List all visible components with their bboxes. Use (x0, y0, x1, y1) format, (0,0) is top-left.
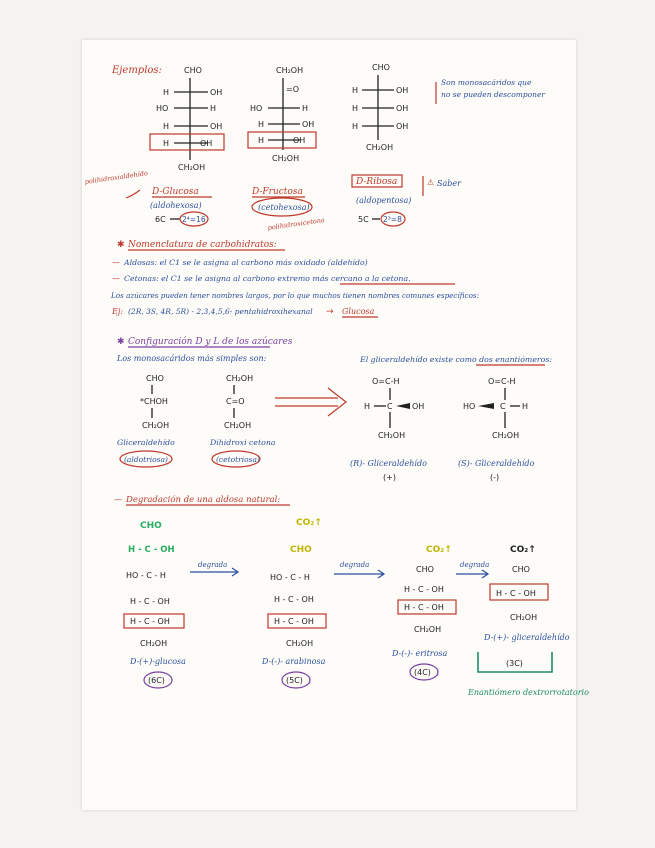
ribose-h1: H (352, 86, 359, 95)
glyceraldehyde-step-name: D-(+)- gliceraldehído (484, 633, 570, 642)
enantiomers-note: El gliceraldehído existe como dos enantiómeros: (360, 355, 552, 364)
glucose-isomers: 2⁴=16 (182, 215, 206, 224)
nomenclature-example-result: Glucosa (342, 307, 375, 316)
fructose-class: (cetohexosa) (258, 203, 310, 212)
svg-text:CH₂OH: CH₂OH (510, 613, 538, 622)
asterisk-icon: ✱ (117, 240, 125, 250)
degradation-heading: Degradación de una aldosa natural: (126, 495, 281, 505)
svg-text:—: — (112, 258, 120, 267)
svg-text:C=O: C=O (226, 397, 245, 406)
svg-text:—: — (114, 495, 122, 504)
svg-text:(4C): (4C) (414, 668, 431, 677)
s-glyceraldehyde-sign: (-) (490, 473, 500, 482)
glucose-oh4: OH (200, 139, 213, 148)
degrade-arrow-2 (334, 570, 384, 578)
r-glyceraldehyde-structure (364, 377, 424, 440)
svg-text:H - C - OH: H - C - OH (274, 617, 314, 626)
svg-text:CH₂OH: CH₂OH (224, 421, 252, 430)
svg-text:H: H (522, 402, 529, 411)
r-glyceraldehyde-sign: (+) (383, 473, 396, 482)
svg-text:CHO: CHO (512, 565, 530, 574)
svg-text:OH: OH (412, 402, 425, 411)
glucose-oh1: OH (210, 88, 223, 97)
nomenclature-example: (2R, 3S, 4R, 5R) - 2,3,4,5,6- pentahidroxihexanal (128, 307, 313, 316)
svg-text:CHO: CHO (416, 565, 434, 574)
glyceraldehyde-class: (aldotriosa) (124, 455, 168, 464)
glucose-h3: H (163, 122, 170, 131)
fructose-fischer (248, 66, 316, 163)
svg-text:(3C): (3C) (506, 659, 523, 668)
svg-text:CH₂OH: CH₂OH (226, 374, 254, 383)
svg-text:CH₂OH: CH₂OH (414, 625, 442, 634)
long-names-note: Los azúcares pueden tener nombres largos, por lo que muchos tienen nombres comunes específicos: (111, 291, 480, 300)
big-arrow (275, 388, 346, 416)
examples-label: Ejemplos: (112, 65, 162, 76)
degrade-arrow-label-2: degrada (340, 561, 370, 569)
svg-text:*CHOH: *CHOH (140, 397, 168, 406)
fructose-bottom: CH₂OH (272, 154, 300, 163)
ribose-bottom: CH₂OH (366, 143, 394, 152)
svg-text:CHO: CHO (140, 521, 162, 531)
final-note: Enantiómero dextrorrotatorio (468, 688, 589, 697)
svg-text:HO - C - H: HO - C - H (270, 573, 310, 582)
svg-text:—: — (112, 274, 120, 283)
glucose-h2: H (210, 104, 217, 113)
glucose-name: D-Glucosa (152, 187, 199, 197)
glucose-oh3: OH (210, 122, 223, 131)
degradation-step-glucose (124, 521, 184, 648)
glyceraldehyde-fischer (140, 374, 169, 430)
aldosas-rule: Aldosas: el C1 se le asigna al carbono más oxidado (aldehído) (124, 258, 368, 267)
glucose-carbons: 6C (155, 215, 166, 224)
svg-text:H - C - OH: H - C - OH (496, 589, 536, 598)
ribose-h2: H (352, 104, 359, 113)
glyceraldehyde-name: Gliceraldehído (117, 438, 175, 447)
svg-text:H - C - OH: H - C - OH (274, 595, 314, 604)
svg-text:O=C-H: O=C-H (488, 377, 516, 386)
svg-text:O=C-H: O=C-H (372, 377, 400, 386)
saber-icon: ⚠ (427, 178, 435, 187)
dihydroxyacetone-class: (cetotriosa) (216, 455, 260, 464)
ribose-oh2: OH (396, 104, 409, 113)
glucose-bottom: CH₂OH (178, 163, 206, 172)
svg-text:H: H (364, 402, 371, 411)
degradation-step-arabinose (268, 545, 326, 648)
degrade-arrow-label-1: degrada (198, 561, 228, 569)
fructose-h: H (302, 104, 309, 113)
ribose-oh1: OH (396, 86, 409, 95)
arabinose-step-name: D-(-)- arabinosa (262, 657, 326, 666)
glucose-top: CHO (184, 66, 202, 75)
dihydroxyacetone-fischer (224, 374, 253, 430)
ribose-oh3: OH (396, 122, 409, 131)
fructose-oh3: OH (293, 136, 306, 145)
degradation-step-glyceraldehyde (490, 565, 548, 622)
glucose-class: (aldohexosa) (150, 201, 202, 210)
ribose-isomers: 2³=8 (383, 215, 402, 224)
side-note-line1: Son monosacáridos que (441, 78, 532, 87)
glucose-h1: H (163, 88, 170, 97)
co2-label-2: CO₂↑ (426, 545, 452, 555)
ribose-fischer (352, 63, 408, 152)
degrade-arrow-3 (456, 570, 488, 578)
svg-text:H - C - OH: H - C - OH (404, 603, 444, 612)
glucose-note-arrow (126, 190, 140, 198)
svg-text:→: → (326, 307, 334, 317)
svg-text:H - C - OH: H - C - OH (130, 597, 170, 606)
fructose-h3: H (258, 136, 265, 145)
svg-text:C: C (387, 402, 393, 411)
fructose-carbonyl: =O (286, 85, 299, 94)
glucose-ho2: HO (156, 104, 169, 113)
svg-text:Ej:: Ej: (112, 307, 124, 316)
fructose-ho: HO (250, 104, 263, 113)
glucose-note: polihidroxialdehído (84, 169, 149, 186)
fructose-top: CH₂OH (276, 66, 304, 75)
glucose-h4: H (163, 139, 170, 148)
ribose-class: (aldopentosa) (356, 196, 412, 205)
svg-text:C: C (500, 402, 506, 411)
ribose-top: CHO (372, 63, 390, 72)
r-glyceraldehyde-name: (R)- Gliceraldehído (350, 459, 427, 468)
s-glyceraldehyde-name: (S)- Gliceraldehído (458, 459, 535, 468)
saber-label: Saber (437, 179, 461, 188)
svg-text:CHO: CHO (290, 545, 312, 555)
svg-text:CHO: CHO (146, 374, 164, 383)
svg-text:CH₂OH: CH₂OH (378, 431, 406, 440)
svg-text:CH₂OH: CH₂OH (140, 639, 168, 648)
ribose-carbons: 5C (358, 215, 369, 224)
s-glyceraldehyde-structure (463, 377, 528, 440)
co2-label-3: CO₂↑ (510, 545, 536, 555)
side-note-line2: no se pueden descomponer (441, 90, 546, 99)
svg-text:H - C - OH: H - C - OH (404, 585, 444, 594)
configuration-heading: Configuración D y L de los azúcares (128, 337, 293, 347)
svg-text:HO - C - H: HO - C - H (126, 571, 166, 580)
ribose-name: D-Ribosa (356, 177, 398, 187)
simplest-note: Los monosacáridos más simples son: (117, 354, 267, 363)
svg-text:CH₂OH: CH₂OH (286, 639, 314, 648)
nomenclature-heading: Nomenclatura de carbohidratos: (128, 240, 277, 250)
dihydroxyacetone-name: Dihidroxi cetona (210, 438, 276, 447)
svg-text:(5C): (5C) (286, 676, 303, 685)
svg-text:H - C - OH: H - C - OH (128, 545, 175, 555)
cetonas-rule: Cetonas: el C1 se le asigna al carbono extremo más cercano a la cetona. (124, 274, 411, 283)
fructose-oh2: OH (302, 120, 315, 129)
fructose-note: polihidroxicetona (267, 216, 326, 232)
glucose-fischer (150, 66, 224, 172)
svg-text:(6C): (6C) (148, 676, 165, 685)
fructose-name: D-Fructosa (252, 187, 303, 197)
degrade-arrow-label-3: degrada (460, 561, 490, 569)
svg-text:CH₂OH: CH₂OH (492, 431, 520, 440)
svg-text:CH₂OH: CH₂OH (142, 421, 170, 430)
glucose-step-name: D-(+)-glucosa (130, 657, 186, 666)
fructose-h2: H (258, 120, 265, 129)
ribose-h3: H (352, 122, 359, 131)
degradation-step-erythrose (398, 565, 456, 634)
co2-label-1: CO₂↑ (296, 518, 322, 528)
svg-text:HO: HO (463, 402, 476, 411)
asterisk-icon-2: ✱ (117, 337, 125, 347)
svg-text:H - C - OH: H - C - OH (130, 617, 170, 626)
erythrose-step-name: D-(-)- eritrosa (392, 649, 448, 658)
degrade-arrow-1 (190, 568, 238, 576)
